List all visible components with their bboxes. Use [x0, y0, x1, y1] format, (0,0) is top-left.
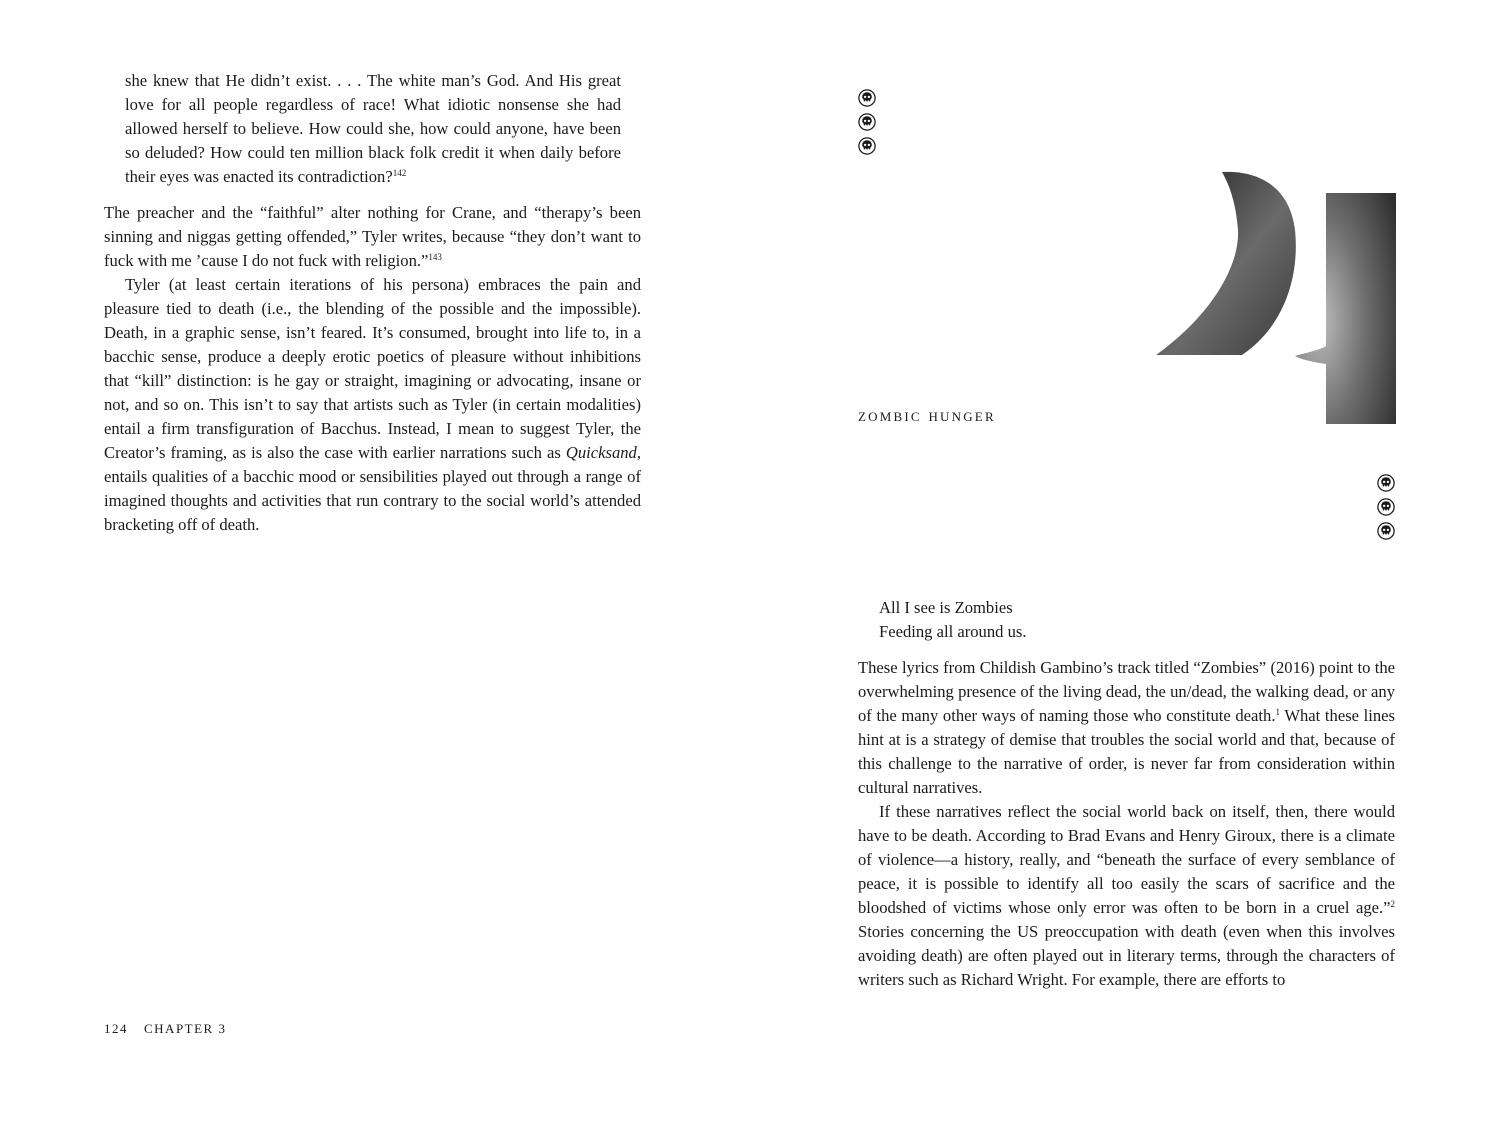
- numeral-diagonal-stroke: [1156, 172, 1296, 355]
- paragraph: These lyrics from Childish Gambino’s track titled “Zombies” (2016) point to the overwhelming presence of the living dead, the un/dead, the walking dead, or any of the many other ways of naming those who constitute death.$^1$ What these lines hint at is a strategy of demise that troubles the social world and that, because of this challenge to the narrative of order, is never far from consideration within cultural narratives.: [858, 658, 1396, 797]
- skull-icon: [858, 137, 876, 155]
- footnote-ref[interactable]: 2: [1390, 899, 1395, 909]
- right-page: [750, 0, 1500, 1125]
- block-quote-text: she knew that He didn’t exist. . . . The white man’s God. And His great love for all people regardless of race! What idiotic nonsense she had allowed herself to believe. How could she, how could anyone, have been so deluded? How could ten million black folk credit it when daily before their eyes was enacted its contradiction?: [125, 71, 621, 186]
- paragraph: If these narratives reflect the social world back on itself, then, there would have to be death. According to Brad Evans and Henry Giroux, there is a climate of violence—a history, really, and “beneath the surface of every semblance of peace, it is possible to identify all too easily the scars of sacrifice and the bloodshed of victims whose only error was often to be born in a cruel age.”$^2$ Stories concerning the US preoccupation with death (even when this involves avoiding death) are often played out in literary terms, through the characters of writers such as Richard Wright. For example, there are efforts to: [858, 802, 1395, 989]
- skull-icon: [1377, 474, 1395, 492]
- right-body-text: [858, 656, 1395, 992]
- footnote-ref[interactable]: 142: [392, 168, 407, 178]
- skull-icon: [1377, 522, 1395, 540]
- page-footer: [104, 1021, 226, 1037]
- page-number: 124: [104, 1021, 128, 1036]
- skull-ornament-top: [858, 89, 878, 161]
- skull-icon: [858, 89, 876, 107]
- block-quote: [125, 69, 621, 189]
- skull-icon: [858, 113, 876, 131]
- epigraph-line: All I see is Zombies: [879, 598, 1013, 617]
- epigraph-line: Feeding all around us.: [879, 622, 1027, 641]
- book-title-italic: Quicksand: [565, 443, 637, 462]
- epigraph: [879, 596, 1279, 644]
- skull-ornament-bottom: [1377, 474, 1397, 546]
- footnote-ref[interactable]: 143: [428, 252, 442, 262]
- paragraph: The preacher and the “faithful” alter nothing for Crane, and “therapy’s been sinning and niggas getting offended,” Tyler writes, because “they don’t want to fuck with me ’cause I do not fuck with religion.”$^{143}$: [104, 203, 641, 270]
- running-head: CHAPTER 3: [144, 1021, 227, 1036]
- paragraph: Tyler (at least certain iterations of his persona) embraces the pain and pleasure tied to death (i.e., the blending of the possible and the impossible). Death, in a graphic sense, isn’t feared. It’s consumed, brought into life to, in a bacchic sense, produce a deeply erotic poetics of pleasure without inhibitions that “kill” distinction: is he gay or straight, imagining or advocating, insane or not, and so on. This isn’t to say that artists such as Tyler (in certain modalities) entail a firm transfiguration of Bacchus. Instead, I mean to suggest Tyler, the Creator’s framing, as is also the case with earlier narrations such as Quicksand, entails qualities of a bacchic mood or sensibilities played out through a range of imagined thoughts and activities that run contrary to the social world’s attended bracketing off of death.: [104, 275, 641, 534]
- footnote-ref[interactable]: 1: [1275, 707, 1280, 717]
- left-body-text: [104, 201, 641, 537]
- skull-icon: [1377, 498, 1395, 516]
- chapter-title: zombic hunger: [858, 405, 996, 425]
- chapter-number-graphic: [1150, 168, 1400, 428]
- numeral-vertical-stem: [1295, 193, 1396, 424]
